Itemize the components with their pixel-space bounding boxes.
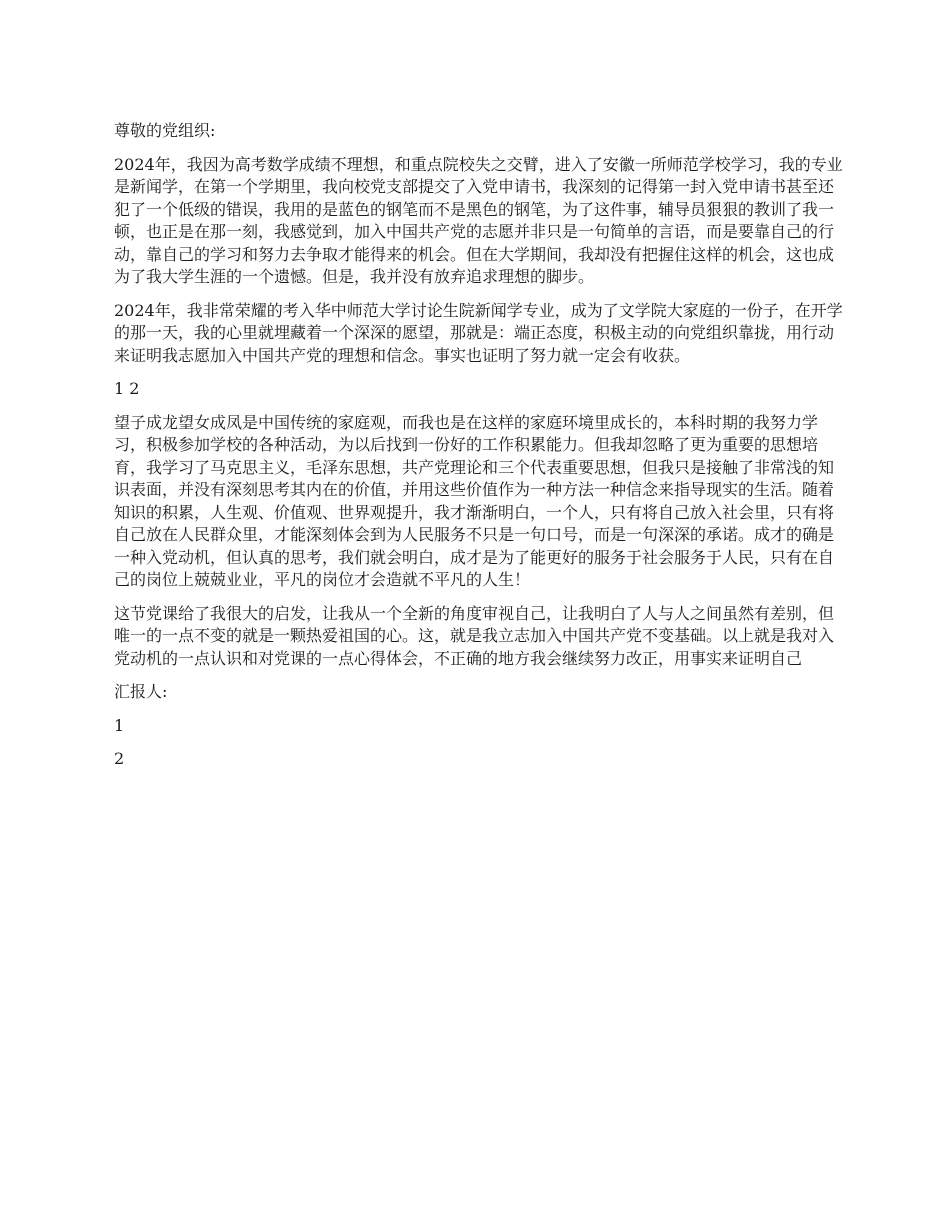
footer-line-1: 1 bbox=[114, 715, 125, 735]
footer-line-2: 2 bbox=[114, 749, 125, 768]
signature-label: 汇报人: bbox=[114, 682, 168, 701]
document-page bbox=[114, 120, 844, 782]
paragraph-3: 望子成龙望女成凤是中国传统的家庭观，而我也是在这样的家庭环境里成长的，本科时期的我努力学习，积极参加学校的各种活动，为以后找到一份好的工作积累能力。但我却忽略了更为重要的思想培育，我学习了马克思主义，毛泽东思想，共产党理论和三个代表重要思想，但我只是接触了非常浅的知识表面，并没有深刻思考其内在的价值，并用这些价值作为一种方法一种信念来指导现实的生活。随着知识的积累，人生观、价值观、世界观提升，我才渐渐明白，一个人，只有将自己放入社会里，只有将自己放在人民群众里，才能深刻体会到为人民服务不只是一句口号，而是一句深深的承诺。成才的确是一种入党动机，但认真的思考，我们就会明白，成才是为了能更好的服务于社会服务于人民，只有在自己的岗位上兢兢业业，平凡的岗位才会造就不平凡的人生！ bbox=[114, 412, 835, 589]
page-number-line: 1 2 bbox=[114, 379, 140, 398]
paragraph-4: 这节党课给了我很大的启发，让我从一个全新的角度审视自己，让我明白了人与人之间虽然有差别，但唯一的一点不变的就是一颗热爱祖国的心。这，就是我立志加入中国共产党不变基础。以上就是我对入党动机的一点认识和对党课的一点心得体会，不正确的地方我会继续努力改正，用事实来证明自己 bbox=[114, 603, 835, 668]
paragraph-1: 2024年，我因为高考数学成绩不理想，和重点院校失之交臂，进入了安徽一所师范学校学习，我的专业是新闻学，在第一个学期里，我向校党支部提交了入党申请书，我深刻的记得第一封入党申请书甚至还犯了一个低级的错误，我用的是蓝色的钢笔而不是黑色的钢笔，为了这件事，辅导员狠狠的教训了我一顿，也正是在那一刻，我感觉到，加入中国共产党的志愿并非只是一句简单的言语，而是要靠自己的行动，靠自己的学习和努力去争取才能得来的机会。但在大学期间，我却没有把握住这样的机会，这也成为了我大学生涯的一个遗憾。但是，我并没有放弃追求理想的脚步。 bbox=[114, 154, 843, 286]
salutation: 尊敬的党组织: bbox=[114, 121, 216, 140]
paragraph-2: 2024年，我非常荣耀的考入华中师范大学讨论生院新闻学专业，成为了文学院大家庭的一份子，在开学的那一天，我的心里就埋藏着一个深深的愿望，那就是：端正态度，积极主动的向党组织靠拢，用行动来证明我志愿加入中国共产党的理想和信念。事实也证明了努力就一定会有收获。 bbox=[114, 300, 843, 365]
